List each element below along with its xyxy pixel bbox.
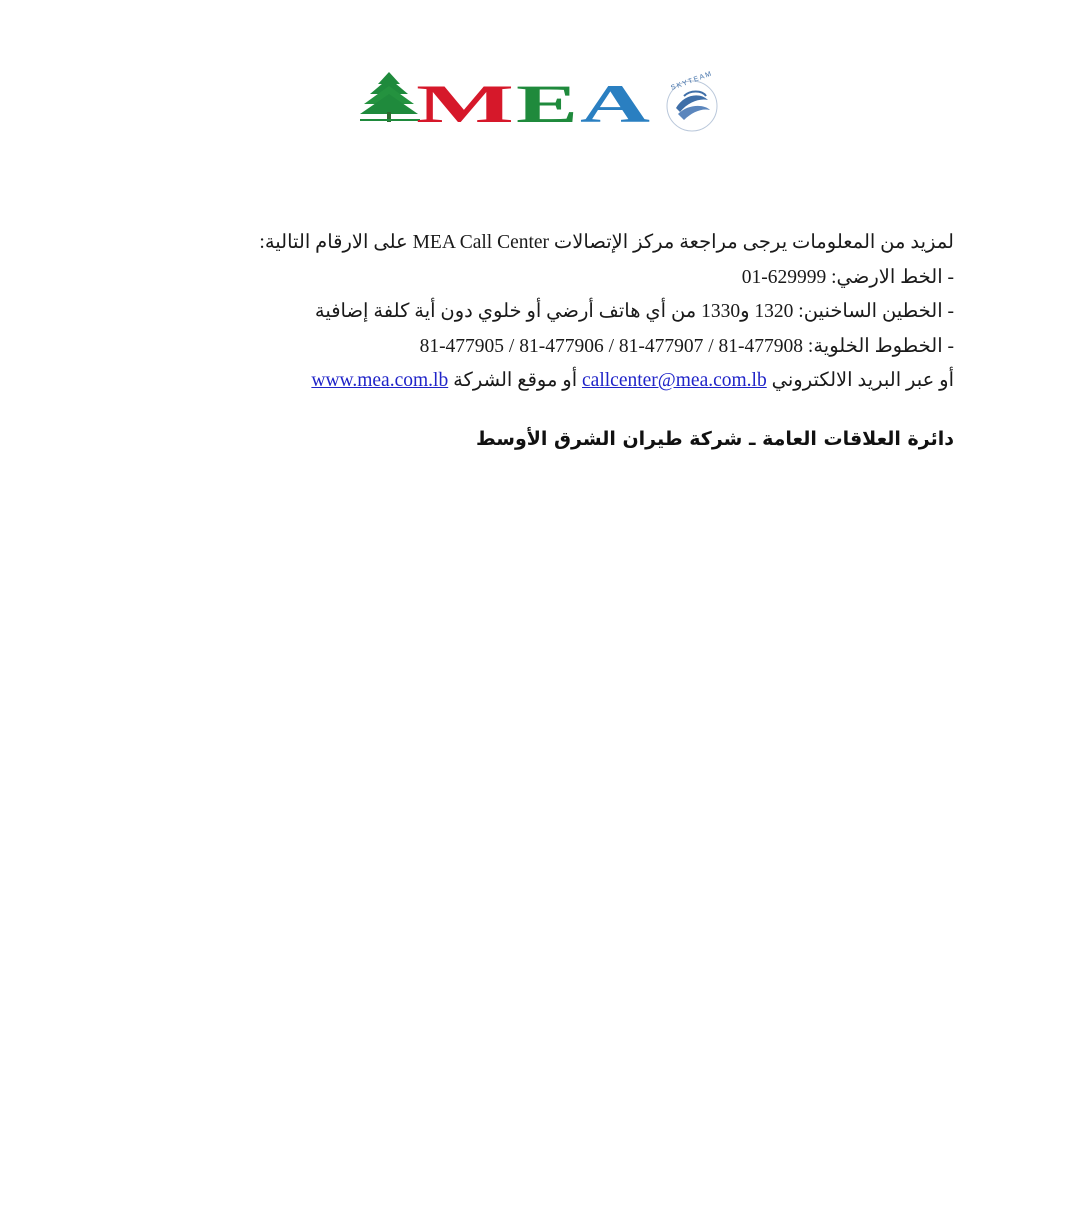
mea-logo-graphic <box>358 66 728 136</box>
intro-line <box>259 226 954 261</box>
call-center-name: MEA Call Center <box>412 232 550 253</box>
contact-info <box>259 226 954 399</box>
hotlines-note: من أي هاتف أرضي أو خلوي دون أية كلفة إضافية <box>314 301 697 322</box>
website-link[interactable]: www.mea.com.lb <box>311 370 449 391</box>
hotline-1: 1320 <box>754 301 794 322</box>
signature: دائرة العلاقات العامة ـ شركة طيران الشرق الأوسط <box>475 428 954 450</box>
svg-text:SKYTEAM: SKYTEAM <box>670 70 714 92</box>
hotlines-label: - الخطين الساخنين: <box>798 301 954 322</box>
brand-letter-a: A <box>580 74 650 134</box>
email-website-line <box>294 364 954 399</box>
intro-prefix: لمزيد من المعلومات يرجى مراجعة مركز الإتصالات <box>553 232 954 253</box>
mobile-label: - الخطوط الخلوية: <box>807 335 954 357</box>
hotline-conjunction: و <box>740 301 750 322</box>
intro-suffix: على الارقام التالية: <box>259 232 408 253</box>
email-prefix: أو عبر البريد الالكتروني <box>771 370 954 391</box>
brand-letter-e: E <box>516 74 578 134</box>
email-link[interactable]: callcenter@mea.com.lb <box>582 370 767 391</box>
landline-line <box>294 261 954 296</box>
skyteam-icon <box>667 70 717 131</box>
mea-logo <box>358 66 728 136</box>
mobile-line <box>294 330 954 365</box>
cedar-tree-icon <box>360 72 420 122</box>
website-prefix: أو موقع الشركة <box>453 370 578 391</box>
mobile-numbers: 81-477905 / 81-477906 / 81-477907 / 81-477908 <box>419 335 804 357</box>
landline-number: 01-629999 <box>741 266 827 288</box>
hotlines-line <box>294 295 954 330</box>
hotline-2: 1330 <box>701 301 741 322</box>
landline-label: - الخط الارضي: <box>831 266 954 288</box>
brand-letter-m: M <box>416 74 514 134</box>
